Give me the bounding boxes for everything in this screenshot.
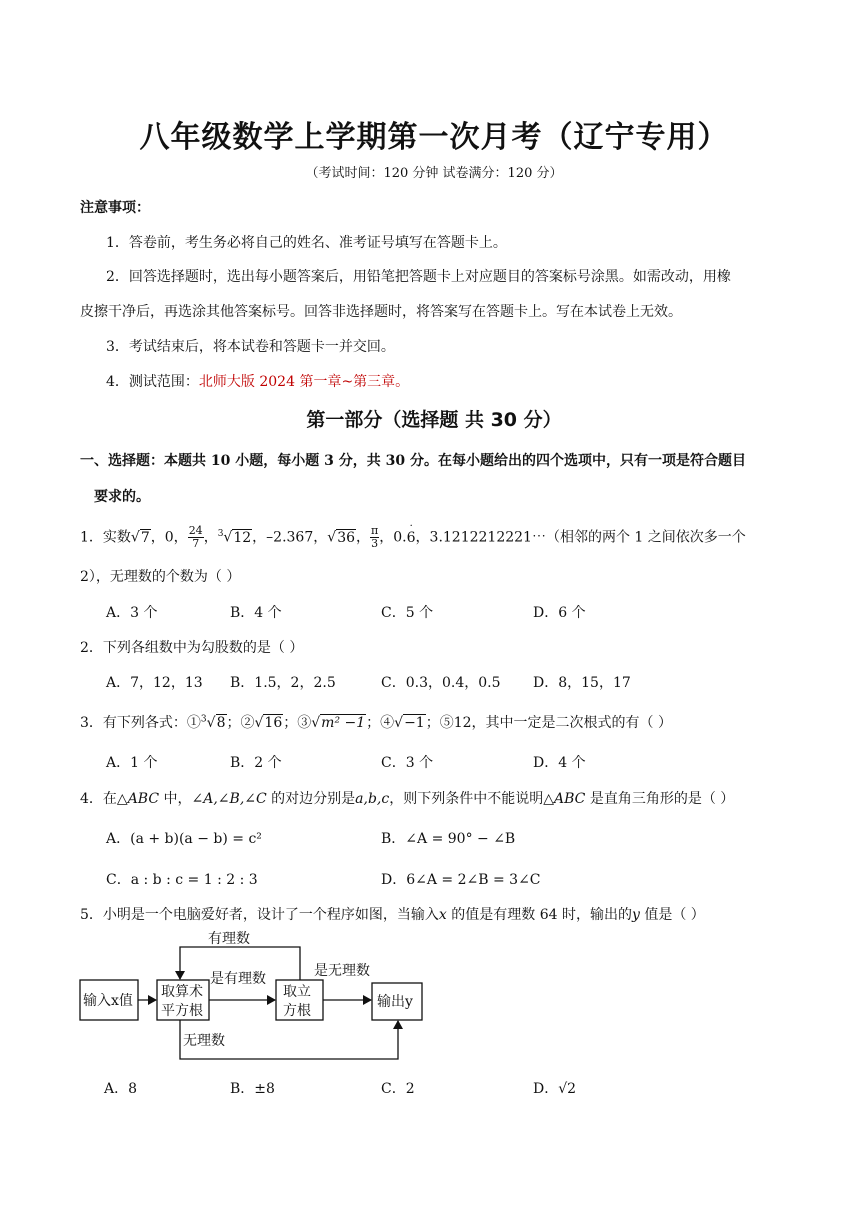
q1-prefix: 1．实数 xyxy=(80,529,131,546)
q1-text: ， xyxy=(203,529,218,546)
q3-option-c[interactable]: C．3 个 xyxy=(381,755,434,771)
question-1-stem-line-2: 2），无理数的个数为（ ） xyxy=(80,569,241,585)
q1-text: ，0. xyxy=(379,529,407,546)
q2-option-d[interactable]: D．8，15，17 xyxy=(533,675,631,691)
q1-option-d[interactable]: D．6 个 xyxy=(533,605,586,621)
q2-option-b[interactable]: B．1.5，2，2.5 xyxy=(230,675,336,691)
q1-repeat-digit: 6 xyxy=(406,529,416,546)
q3-option-b[interactable]: B．2 个 xyxy=(230,755,282,771)
notice-item-4-prefix: 4．测试范围： xyxy=(106,374,199,390)
q5-var-x: x xyxy=(438,907,447,923)
flow-cube-label-1: 取立 xyxy=(283,984,311,1000)
q4-option-c[interactable]: C．a : b : c = 1 : 2 : 3 xyxy=(106,872,258,888)
q1-option-a[interactable]: A．3 个 xyxy=(106,605,158,621)
q5-text: 值是（ ） xyxy=(639,907,705,923)
q1-text: ，0， xyxy=(150,529,188,546)
q3-text: ；③ xyxy=(283,715,312,731)
q3-radicand-minus-1: −1 xyxy=(404,715,425,731)
notice-item-2-line-2: 皮擦干净后，再选涂其他答案标号。回答非选择题时，将答案写在答题卡上。写在本试卷上无效。 xyxy=(80,304,682,320)
q4-option-a[interactable]: A．(a + b)(a − b) = c² xyxy=(106,831,262,847)
sqrt-sign: √ xyxy=(254,715,264,731)
q1-option-b[interactable]: B．4 个 xyxy=(230,605,282,621)
q1-text: ， xyxy=(356,529,371,546)
section-1-instruction-line-1: 一、选择题：本题共 10 小题，每小题 3 分，共 30 分。在每小题给出的四个选项中，只有一项是符合题目 xyxy=(80,453,746,469)
q5-text: 的值是有理数 64 时，输出的 xyxy=(446,907,632,923)
q1-frac-den: 7 xyxy=(192,537,200,550)
question-5-stem xyxy=(80,904,705,924)
q3-option-a[interactable]: A．1 个 xyxy=(106,755,158,771)
q1-radicand-36: 36 xyxy=(337,529,356,546)
sqrt-sign: √ xyxy=(130,529,140,546)
question-3-stem xyxy=(80,712,672,732)
q4-sides: a,b,c xyxy=(355,791,390,807)
q4-text: 的对边分别是 xyxy=(266,791,356,807)
q5-option-d[interactable]: D．√2 xyxy=(533,1081,577,1097)
section-1-instruction-line-2: 要求的。 xyxy=(94,489,150,505)
q3-text: ；④ xyxy=(366,715,395,731)
q5-option-a[interactable]: A．8 xyxy=(104,1081,138,1097)
exam-title: 八年级数学上学期第一次月考（辽宁专用） xyxy=(139,120,729,155)
q1-fraction-pi-3 xyxy=(370,525,379,550)
flow-label-irrational: 无理数 xyxy=(183,1033,225,1049)
q4-option-b[interactable]: B．∠A = 90° − ∠B xyxy=(381,831,516,847)
program-flowchart xyxy=(0,925,868,1070)
q4-option-d[interactable]: D．6∠A = 2∠B = 3∠C xyxy=(381,872,541,888)
q3-radicand-m2-minus-1: m² −1 xyxy=(321,715,366,731)
flow-sqrt-label-2: 平方根 xyxy=(161,1003,203,1019)
part-1-title: 第一部分（选择题 共 30 分） xyxy=(306,409,562,431)
flow-label-is-rational: 是有理数 xyxy=(210,971,266,987)
flow-label-rational-loop: 有理数 xyxy=(208,931,250,947)
sqrt-sign: √ xyxy=(394,715,404,731)
q3-text: ；② xyxy=(226,715,255,731)
q3-radicand-8: 8 xyxy=(216,715,226,731)
q3-radicand-16: 16 xyxy=(264,715,283,731)
q1-frac-num: 24 xyxy=(188,524,203,537)
q5-option-b[interactable]: B．±8 xyxy=(230,1081,275,1097)
sqrt-sign: √ xyxy=(206,715,216,731)
sqrt-sign: √ xyxy=(311,715,321,731)
flow-label-is-irrational: 是无理数 xyxy=(314,963,370,979)
q5-var-y: y xyxy=(631,907,640,923)
q2-option-c[interactable]: C．0.3，0.4，0.5 xyxy=(381,675,501,691)
q5-option-c[interactable]: C．2 xyxy=(381,1081,415,1097)
q4-text: 4．在△ xyxy=(80,791,128,807)
notice-heading: 注意事项： xyxy=(80,200,150,216)
q1-text: ，3.1212212221⋯（相邻的两个 1 之间依次多一个 xyxy=(415,529,746,546)
sqrt-sign: √ xyxy=(223,529,233,546)
q4-text: 是直角三角形的是（ ） xyxy=(585,791,735,807)
q1-radicand-12: 12 xyxy=(233,529,252,546)
notice-item-4 xyxy=(106,371,409,391)
q4-text: ，则下列条件中不能说明△ xyxy=(389,791,555,807)
flow-cube-label-2: 方根 xyxy=(283,1003,311,1019)
flow-sqrt-label-1: 取算术 xyxy=(161,984,203,1000)
q4-angles: ∠A,∠B,∠C xyxy=(191,791,267,807)
q5-text: 5．小明是一个电脑爱好者，设计了一个程序如图，当输入 xyxy=(80,907,439,923)
question-1-stem xyxy=(80,520,746,550)
flow-output-label: 输出y xyxy=(377,994,413,1010)
question-2-stem: 2．下列各组数中为勾股数的是（ ） xyxy=(80,640,304,656)
q3-text: ；⑤12，其中一定是二次根式的有（ ） xyxy=(425,715,672,731)
q4-text: 中， xyxy=(159,791,192,807)
q2-option-a[interactable]: A．7，12，13 xyxy=(106,675,203,691)
question-4-stem xyxy=(80,788,734,808)
q3-cube-index: 3 xyxy=(200,714,207,725)
q1-radicand-7: 7 xyxy=(140,529,150,546)
q1-option-c[interactable]: C．5 个 xyxy=(381,605,434,621)
notice-item-1: 1．答卷前，考生务必将自己的姓名、准考证号填写在答题卡上。 xyxy=(106,235,507,251)
q1-pi: π xyxy=(371,524,379,537)
q1-text: ，–2.367， xyxy=(252,529,328,546)
sqrt-sign: √ xyxy=(327,529,337,546)
q4-triangle-name: ABC xyxy=(127,791,160,807)
q3-text: 3．有下列各式：① xyxy=(80,715,201,731)
notice-item-3: 3．考试结束后，将本试卷和答题卡一并交回。 xyxy=(106,339,395,355)
q3-option-d[interactable]: D．4 个 xyxy=(533,755,586,771)
flow-input-label: 输入x值 xyxy=(83,993,133,1009)
q1-cube-index: 3 xyxy=(217,528,224,539)
q1-pi-den: 3 xyxy=(371,537,379,550)
q4-triangle-name: ABC xyxy=(554,791,586,807)
notice-item-2-line-1: 2．回答选择题时，选出每小题答案后，用铅笔把答题卡上对应题目的答案标号涂黑。如需改动，用橡 xyxy=(106,269,731,285)
q1-repeating-decimal: 6 · xyxy=(406,520,416,546)
exam-subtitle: （考试时间：120 分钟 试卷满分：120 分） xyxy=(305,166,563,181)
test-scope: 北师大版 2024 第一章~第三章。 xyxy=(198,374,410,390)
q1-fraction-24-7 xyxy=(188,525,204,550)
